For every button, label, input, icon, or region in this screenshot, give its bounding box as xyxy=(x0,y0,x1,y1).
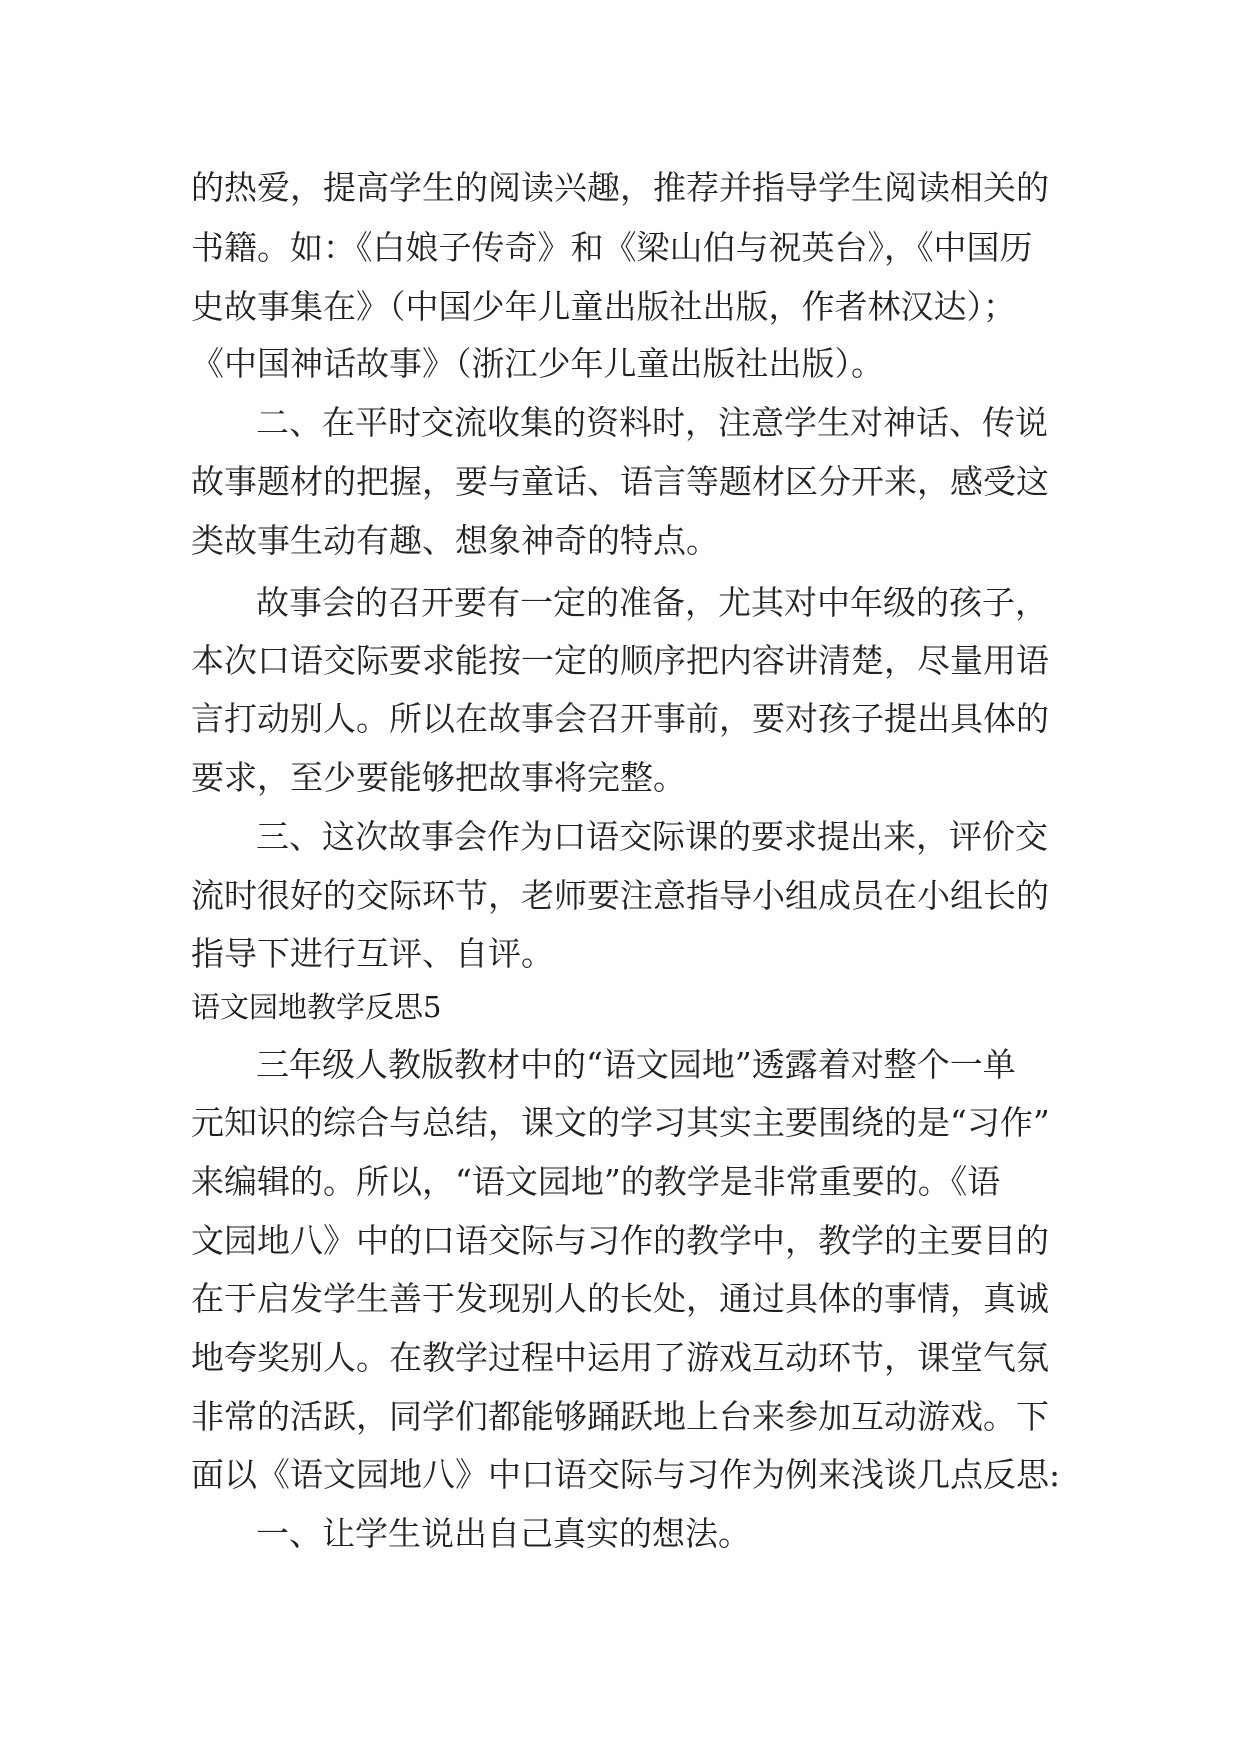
text-line: 要求，至少要能够把故事将完整。 xyxy=(191,758,686,797)
text-line: 本次口语交际要求能按一定的顺序把内容讲清楚，尽量用语 xyxy=(191,641,1049,680)
text-line: 言打动别人。所以在故事会召开事前，要对孩子提出具体的 xyxy=(191,699,1049,738)
text-line: 元知识的综合与总结，课文的学习其实主要围绕的是“习作” xyxy=(191,1103,1050,1142)
text-line: 非常的活跃，同学们都能够踊跃地上台来参加互动游戏。下 xyxy=(191,1397,1049,1436)
text-line: 来编辑的。所以，“语文园地”的教学是非常重要的。《语 xyxy=(191,1162,1001,1201)
text-line: 史故事集在》（中国少年儿童出版社出版，作者林汉达）； xyxy=(191,287,1016,326)
paragraph-first-line: 三、这次故事会作为口语交际课的要求提出来，评价交 xyxy=(256,817,1048,856)
text-line: 面以《语文园地八》中口语交际与习作为例来浅谈几点反思: xyxy=(191,1455,1061,1494)
text-line: 的热爱，提高学生的阅读兴趣，推荐并指导学生阅读相关的 xyxy=(191,168,1049,207)
text-line: 书籍。如：《白娘子传奇》和《梁山伯与祝英台》，《中国历 xyxy=(191,228,1033,267)
text-line: 故事题材的把握，要与童话、语言等题材区分开来，感受这 xyxy=(191,462,1049,501)
text-line: 《中国神话故事》（浙江少年儿童出版社出版）。 xyxy=(191,344,884,383)
text-line: 文园地八》中的口语交际与习作的教学中，教学的主要目的 xyxy=(191,1221,1049,1260)
text-line: 地夸奖别人。在教学过程中运用了游戏互动环节，课堂气氛 xyxy=(191,1338,1049,1377)
paragraph-first-line: 三年级人教版教材中的“语文园地”透露着对整个一单 xyxy=(256,1045,1016,1084)
paragraph-first-line: 二、在平时交流收集的资料时，注意学生对神话、传说 xyxy=(256,403,1048,442)
text-line: 流时很好的交际环节，老师要注意指导小组成员在小组长的 xyxy=(191,876,1049,915)
paragraph-first-line: 一、让学生说出自己真实的想法。 xyxy=(256,1514,751,1553)
text-line: 指导下进行互评、自评。 xyxy=(191,934,554,973)
text-line: 在于启发学生善于发现别人的长处，通过具体的事情，真诚 xyxy=(191,1279,1049,1318)
text-line: 类故事生动有趣、想象神奇的特点。 xyxy=(191,521,719,560)
paragraph-first-line: 故事会的召开要有一定的准备，尤其对中年级的孩子， xyxy=(256,583,1048,622)
section-heading: 语文园地教学反思5 xyxy=(191,990,442,1024)
